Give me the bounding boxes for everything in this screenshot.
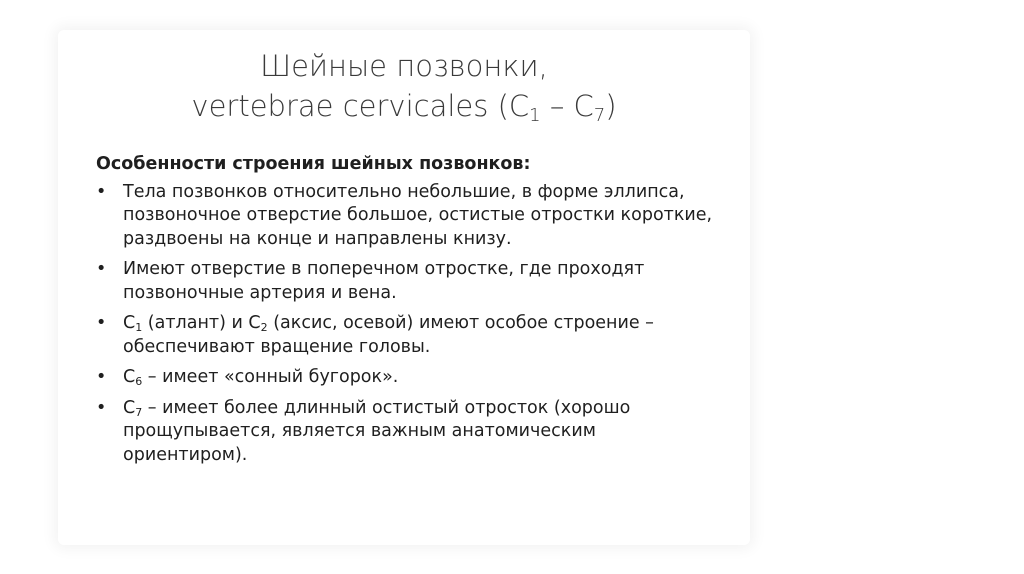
slide-title	[58, 46, 750, 126]
list-item-text: $C_7$ – имеет более длинный остистый отросток (хорошо прощупывается, является важным анатомическим ориентиром).	[123, 397, 631, 465]
title-line-2: vertebrae cervicales $(C_1 - C_7)$	[191, 89, 617, 126]
list-item-text: $C_6$ – имеет «сонный бугорок».	[123, 367, 399, 388]
list-item	[96, 366, 716, 390]
list-item-text: Тела позвонков относительно небольшие, в форме эллипса, позвоночное отверстие большое, остистые отростки короткие, раздвоены на конце и направлены книзу.	[123, 181, 713, 249]
list-item	[96, 397, 716, 468]
subheading: Особенности строения шейных позвонков:	[96, 154, 531, 174]
list-item-text: $C_1$ (атлант) и $C_2$ (аксис, осевой) имеют особое строение – обеспечивают вращение головы.	[123, 313, 654, 357]
list-item-text: Имеют отверстие в поперечном отростке, где проходят позвоночные артерия и вена.	[123, 259, 645, 303]
list-item	[96, 181, 716, 252]
bullet-icon: •	[96, 397, 107, 418]
bullet-icon: •	[96, 181, 107, 202]
list-item	[96, 312, 716, 359]
title-line-1: Шейные позвонки,	[260, 49, 548, 83]
bullet-list	[96, 181, 716, 468]
slide-content	[96, 153, 716, 474]
list-item	[96, 258, 716, 305]
bullet-icon: •	[96, 313, 107, 333]
bullet-icon: •	[96, 367, 107, 387]
bullet-icon: •	[96, 259, 107, 279]
